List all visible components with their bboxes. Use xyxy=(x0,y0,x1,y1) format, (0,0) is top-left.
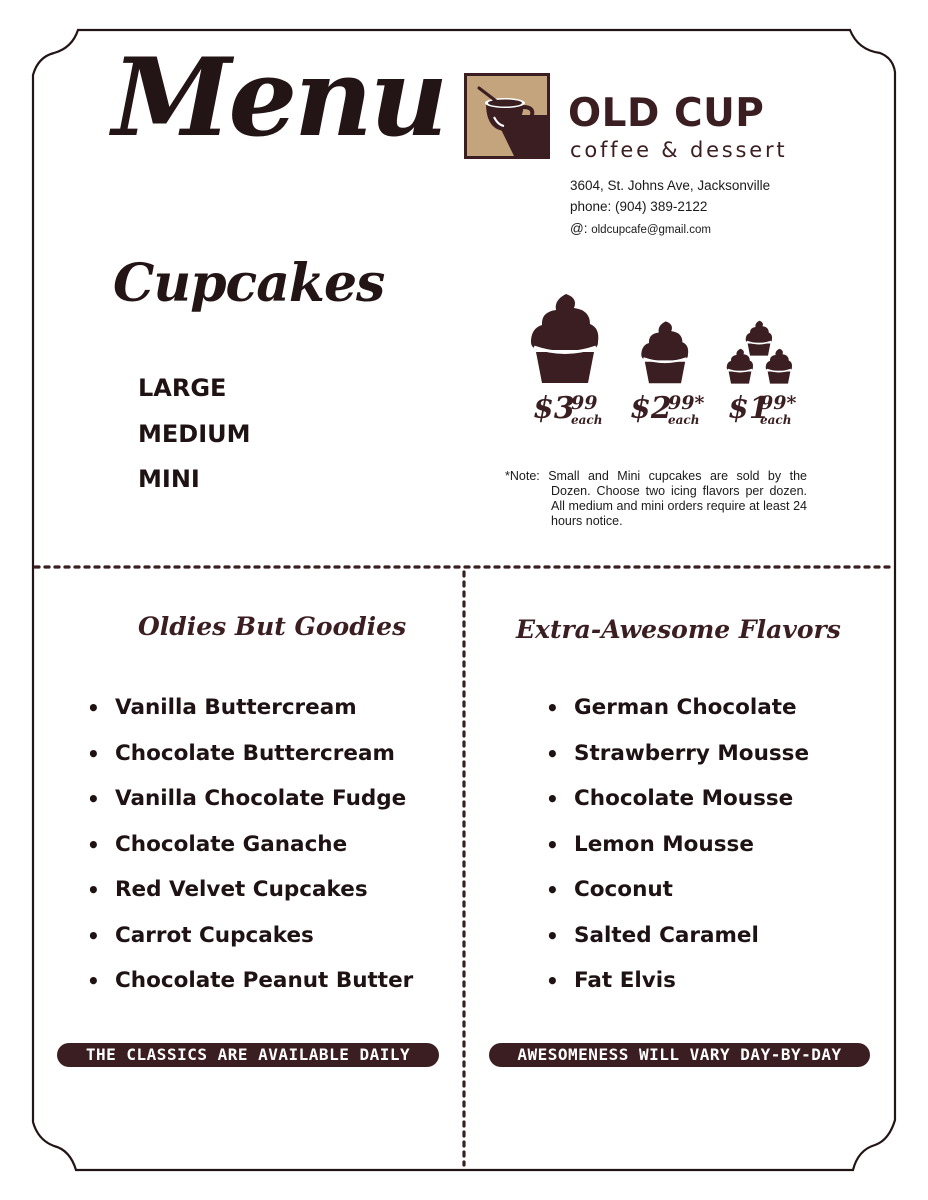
price-dollars: $1 xyxy=(728,391,770,426)
bullet: • xyxy=(546,832,559,857)
flavor-name: Coconut xyxy=(574,877,673,902)
flavor-name: Lemon Mousse xyxy=(574,831,754,857)
mini-cupcake-icon xyxy=(764,348,794,384)
brand-phone: phone: (904) 389-2122 xyxy=(570,199,708,214)
price-cents: 99* xyxy=(760,392,797,414)
cupcakes-title: Cupcakes xyxy=(113,253,385,314)
list-item xyxy=(546,969,809,1015)
flavor-name: Chocolate Ganache xyxy=(115,831,348,857)
flavor-name: Vanilla Chocolate Fudge xyxy=(115,786,407,811)
flavor-name: German Chocolate xyxy=(574,695,797,720)
bullet: • xyxy=(87,741,100,766)
list-item xyxy=(87,833,413,879)
specials-banner: AWESOMENESS WILL VARY DAY-BY-DAY xyxy=(489,1043,870,1067)
list-item xyxy=(87,969,413,1015)
specials-list xyxy=(546,696,809,1015)
price-mini xyxy=(728,391,798,427)
bullet: • xyxy=(546,878,559,902)
bullet: • xyxy=(546,787,559,811)
price-medium xyxy=(630,391,705,427)
price-dollars: $3 xyxy=(533,391,575,426)
mini-cupcake-icon xyxy=(725,348,755,384)
flavor-name: Chocolate Buttercream xyxy=(115,740,395,766)
price-cents: 99 xyxy=(571,392,598,414)
list-item xyxy=(546,878,809,924)
list-item xyxy=(546,742,809,788)
page-title: Menu xyxy=(112,35,446,161)
brand-address: 3604, St. Johns Ave, Jacksonville xyxy=(570,178,771,193)
flavor-name: Chocolate Peanut Butter xyxy=(115,968,414,993)
bullet: • xyxy=(87,696,100,720)
size-mini: MINI xyxy=(138,465,200,493)
large-cupcake-icon xyxy=(528,292,602,384)
bullet: • xyxy=(87,832,100,857)
price-unit: each xyxy=(668,413,700,427)
list-item xyxy=(87,742,413,788)
specials-title: Extra-Awesome Flavors xyxy=(516,615,841,644)
flavor-name: Salted Caramel xyxy=(574,922,759,948)
size-large: LARGE xyxy=(138,374,227,402)
flavor-name: Chocolate Mousse xyxy=(574,786,794,811)
bullet: • xyxy=(87,969,100,993)
email-prefix: @: xyxy=(570,221,588,236)
order-note: *Note: Small and Mini cupcakes are sold by the Dozen. Choose two icing flavors per dozen. All medium and mini orders require at least 24 hours notice. xyxy=(505,469,807,528)
list-item xyxy=(87,878,413,924)
bullet: • xyxy=(546,969,559,993)
medium-cupcake-icon xyxy=(639,320,691,384)
brand-email-row xyxy=(570,222,711,237)
price-dollars: $2 xyxy=(630,391,672,426)
classics-list xyxy=(87,696,413,1015)
size-medium: MEDIUM xyxy=(138,420,251,448)
price-unit: each xyxy=(571,413,603,427)
brand-tagline: coffee & dessert xyxy=(570,138,788,162)
bullet: • xyxy=(546,696,559,720)
flavor-name: Red Velvet Cupcakes xyxy=(115,877,368,902)
classics-title: Oldies But Goodies xyxy=(138,612,407,641)
list-item xyxy=(546,924,809,970)
bullet: • xyxy=(87,923,100,948)
list-item xyxy=(546,787,809,833)
bullet: • xyxy=(87,878,100,902)
price-cents: 99* xyxy=(668,392,705,414)
bullet: • xyxy=(546,741,559,766)
bullet: • xyxy=(546,923,559,948)
price-unit: each xyxy=(760,413,792,427)
list-item xyxy=(546,696,809,742)
flavor-name: Fat Elvis xyxy=(574,968,676,993)
brand-name: OLD CUP xyxy=(568,91,765,136)
list-item xyxy=(546,833,809,879)
classics-banner: THE CLASSICS ARE AVAILABLE DAILY xyxy=(57,1043,439,1067)
coffee-cup-logo-icon xyxy=(464,73,550,159)
flavor-name: Vanilla Buttercream xyxy=(115,695,357,720)
list-item xyxy=(87,924,413,970)
bullet: • xyxy=(87,787,100,811)
price-large xyxy=(533,391,603,427)
brand-email[interactable]: oldcupcafe@gmail.com xyxy=(591,224,711,236)
flavor-name: Carrot Cupcakes xyxy=(115,922,314,948)
list-item xyxy=(87,696,413,742)
list-item xyxy=(87,787,413,833)
flavor-name: Strawberry Mousse xyxy=(574,740,810,766)
